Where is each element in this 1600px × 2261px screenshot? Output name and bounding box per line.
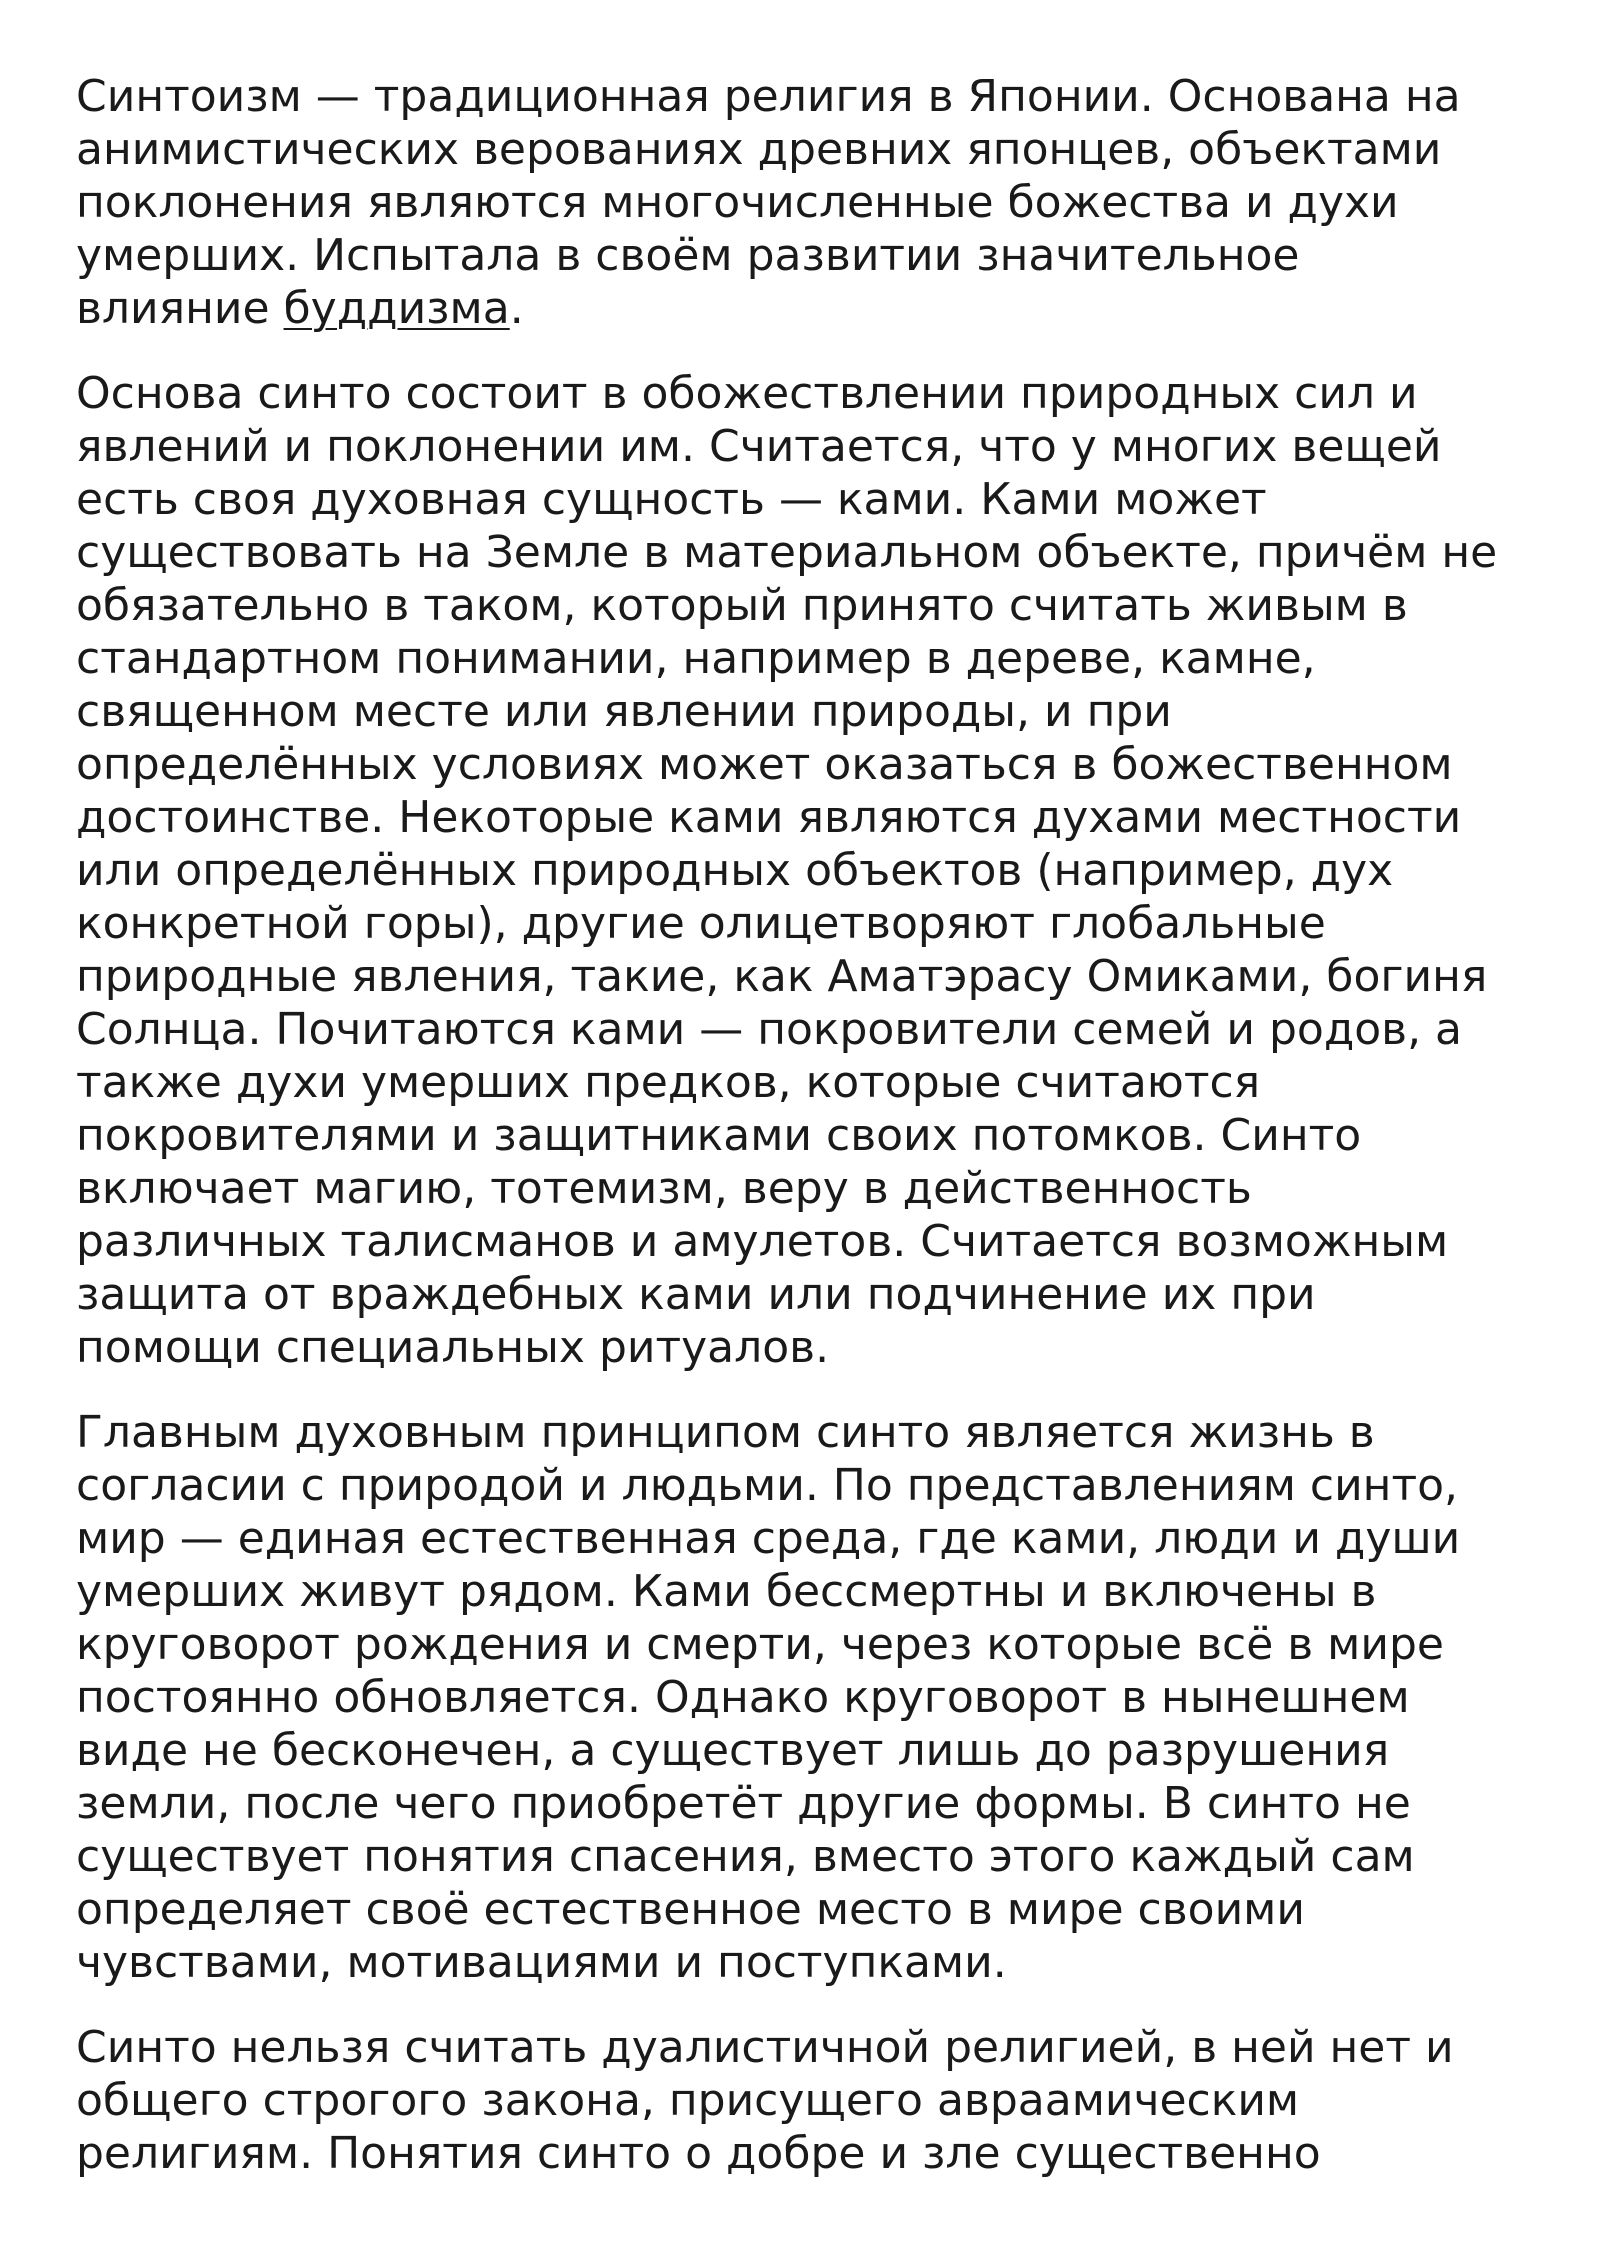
- text-line: умерших. Испытала в своём развитии значительное: [76, 230, 1300, 281]
- text-line: помощи специальных ритуалов.: [76, 1322, 830, 1373]
- text-line: Синтоизм — традиционная религия в Японии. Основана на: [76, 71, 1461, 122]
- text-line: покровителями и защитниками своих потомков. Синто: [76, 1110, 1362, 1161]
- text-line: поклонения являются многочисленные божества и духи: [76, 177, 1399, 228]
- paragraph-principle: [76, 1406, 1546, 1989]
- text-line: земли, после чего приобретёт другие формы. В синто не: [76, 1778, 1411, 1829]
- text-line: определённых условиях может оказаться в божественном: [76, 739, 1453, 790]
- text-line: Синто нельзя считать дуалистичной религией, в ней нет и: [76, 2022, 1454, 2073]
- text-line: различных талисманов и амулетов. Считается возможным: [76, 1216, 1449, 1267]
- text-line: защита от враждебных ками или подчинение их при: [76, 1269, 1316, 1320]
- text-line: или определённых природных объектов (например, дух: [76, 845, 1394, 896]
- text-line: умерших живут рядом. Ками бессмертны и включены в: [76, 1566, 1377, 1617]
- text-line: конкретной горы), другие олицетворяют глобальные: [76, 898, 1326, 949]
- text-line: включает магию, тотемизм, веру в действенность: [76, 1163, 1252, 1214]
- text-line: также духи умерших предков, которые считаются: [76, 1057, 1261, 1108]
- text-line: существует понятия спасения, вместо этого каждый сам: [76, 1831, 1415, 1882]
- text-line: стандартном понимании, например в дереве, камне,: [76, 633, 1316, 684]
- paragraph-dualism: [76, 2021, 1546, 2180]
- text-line: священном месте или явлении природы, и при: [76, 686, 1172, 737]
- text-line: согласии с природой и людьми. По представлениям синто,: [76, 1460, 1458, 1511]
- article-body: [76, 70, 1546, 2212]
- text-line: обязательно в таком, который принято считать живым в: [76, 580, 1408, 631]
- text-line: виде не бесконечен, а существует лишь до разрушения: [76, 1725, 1390, 1776]
- text-line: круговорот рождения и смерти, через которые всё в мире: [76, 1619, 1444, 1670]
- text-line: постоянно обновляется. Однако круговорот в нынешнем: [76, 1672, 1410, 1723]
- paragraph-kami: [76, 367, 1546, 1374]
- text-line: достоинстве. Некоторые ками являются духами местности: [76, 792, 1462, 843]
- text-fragment: влияние: [76, 283, 284, 334]
- text-line: природные явления, такие, как Аматэрасу Омиками, богиня: [76, 951, 1488, 1002]
- text-line: явлений и поклонении им. Считается, что у многих вещей: [76, 421, 1442, 472]
- text-line: определяет своё естественное место в мире своими: [76, 1884, 1305, 1935]
- text-fragment: .: [509, 283, 524, 334]
- text-line: чувствами, мотивациями и поступками.: [76, 1937, 1007, 1988]
- text-line: Основа синто состоит в обожествлении природных сил и: [76, 368, 1418, 419]
- text-line: существовать на Земле в материальном объекте, причём не: [76, 527, 1498, 578]
- text-line: Главным духовным принципом синто является жизнь в: [76, 1407, 1375, 1458]
- text-line: анимистических верованиях древних японцев, объектами: [76, 124, 1442, 175]
- text-line: [76, 282, 1546, 335]
- text-line: религиям. Понятия синто о добре и зле существенно: [76, 2128, 1321, 2179]
- text-line: Солнца. Почитаются ками — покровители семей и родов, а: [76, 1004, 1463, 1055]
- text-line: есть своя духовная сущность — ками. Ками может: [76, 474, 1267, 525]
- buddhism-link[interactable]: буддизма: [283, 283, 510, 334]
- text-line: общего строгого закона, присущего авраамическим: [76, 2075, 1300, 2126]
- paragraph-intro: [76, 70, 1546, 335]
- text-line: мир — единая естественная среда, где ками, люди и души: [76, 1513, 1461, 1564]
